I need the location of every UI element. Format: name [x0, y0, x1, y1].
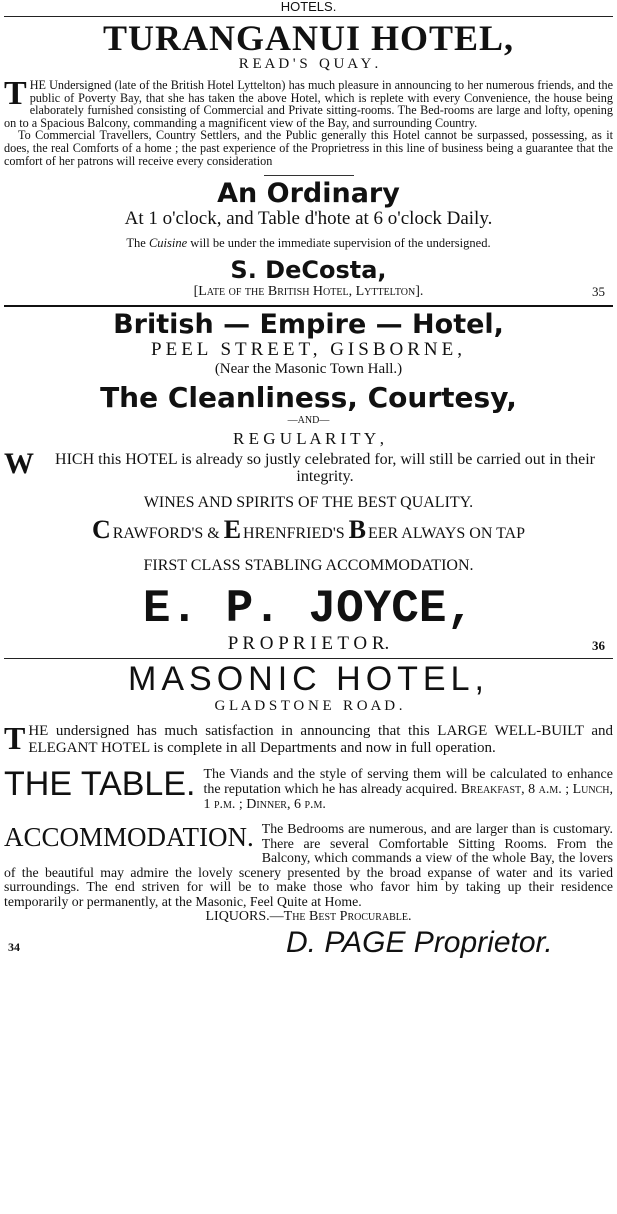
- ad-turanganui-hotel: [4, 20, 613, 303]
- ad2-title: British — Empire — Hotel,: [113, 309, 504, 341]
- ad2-which-drop: W: [4, 447, 34, 481]
- ad2-proprietor-row: [4, 634, 613, 656]
- ad2-stabling: FIRST CLASS STABLING ACCOMMODATION.: [143, 557, 474, 575]
- ad3-meals: Breakfast, 8 a.m. ; Lunch, 1 p.m. ; Dinner, 6 p.m.: [203, 782, 614, 813]
- section-header: HOTELS.: [280, 0, 337, 14]
- ad1-cuisine: The Cuisine will be under the immediate supervision of the undersigned.: [126, 236, 491, 251]
- ad2-regularity: R E G U L A R I T Y ,: [233, 429, 384, 449]
- ad2-proprietor-name: E. P. JOYCE,: [142, 583, 475, 636]
- header-rule: [4, 16, 613, 17]
- ad1-number: 35: [592, 284, 605, 300]
- ad3-number: 34: [8, 940, 20, 955]
- ad1-late-of: [Late of the British Hotel, Lyttelton].: [193, 284, 424, 300]
- ad1-ordinary: An Ordinary: [217, 178, 400, 210]
- ad-british-empire-hotel: [4, 310, 613, 656]
- ad1-paragraph-1: THE Undersigned (late of the British Hotel Lyttelton) has much pleasure in announcing to her numerous friends, and the public of Poverty Bay, that she has taken the above Hotel, which is replete with every Convenience, the house being elaborately furnished consisting of Commercial and Private sitting-rooms. The Bed-rooms are large and lofty, opening on to a Spacious Balcony, commanding a magnificent view of the Bay, and surrounding Country.: [4, 75, 613, 130]
- ad1-paragraph-2: To Commercial Travellers, Country Settlers, and the Public generally this Hotel cannot be surpassed, possessing, as it does, the real Comforts of a home ; the past experience of the Proprietress in this line of business being a guarantee that the comfort of her patrons will receive every consideration: [4, 128, 613, 168]
- ad1-proprietor: S. DeCosta,: [230, 256, 387, 285]
- ad2-wines: WINES AND SPIRITS OF THE BEST QUALITY.: [143, 494, 474, 512]
- ad3-accom-head: ACCOMMODATION.: [4, 822, 254, 853]
- ad3-signature-row: [4, 927, 613, 959]
- ad3-table-text: The Viands and the style of serving them will be calculated to enhance the reputation which he has already acquired.: [203, 767, 613, 798]
- ad3-drop-letter: T: [4, 720, 26, 757]
- ad3-intro: THE undersigned has much satisfaction in announcing that this LARGE WELL-BUILT and ELEGANT HOTEL is complete in all Departments and now in full operation.: [4, 720, 613, 757]
- ad1-ordinary-line: At 1 o'clock, and Table d'hote at 6 o'clock Daily.: [124, 208, 493, 230]
- ad2-proprietor-title: P R O P R I E T O R.: [227, 633, 390, 655]
- ad1-divider: [264, 175, 354, 176]
- ad3-liquors: LIQUORS.—The Best Procurable.: [205, 909, 412, 925]
- ad2-slogan: The Cleanliness, Courtesy,: [100, 381, 517, 415]
- ad1-drop-letter: T: [4, 75, 27, 112]
- ad1-subtitle: R E A D ' S Q U A Y .: [238, 56, 379, 72]
- ad3-table-block: [4, 767, 613, 812]
- ad2-end-rule: [4, 658, 613, 659]
- ad3-title: MASONIC HOTEL,: [128, 660, 489, 699]
- ad2-number: 36: [592, 638, 605, 654]
- ad3-accommodation-block: [4, 822, 613, 909]
- ad3-signature: D. PAGE Proprietor.: [286, 926, 553, 960]
- ad2-which: W HICH this HOTEL is already so justly celebrated for, will still be carried out in their integrity.: [4, 447, 595, 486]
- ad1-end-rule: [4, 305, 613, 307]
- ad-masonic-hotel: [4, 661, 613, 959]
- ad1-late-row: [4, 283, 613, 303]
- ad2-near: (Near the Masonic Town Hall.): [214, 361, 403, 378]
- ad3-table-head: THE TABLE.: [4, 765, 196, 804]
- ad2-address: PEEL STREET, GISBORNE,: [151, 339, 466, 361]
- ad2-beer: CRAWFORD'S & E HRENFRIED'S B EER ALWAYS ON TAP: [91, 515, 526, 545]
- ad2-and: —AND—: [287, 415, 330, 427]
- ad3-accom-text: The Bedrooms are numerous, and are larger than is customary. There are several Comfortable Sitting Rooms. From the Balcony, which commands a view of the whole Bay, the lovers of the beautiful may admire the lovely scenery presented by the broad expanse of water and its varied surroundings. The end striven for will be to make those who favor him by taking up their residence temporarily or permanently, at the Masonic, Feel Quite at Home.: [4, 821, 613, 909]
- ad3-address: G L A D S T O N E R O A D .: [214, 698, 403, 715]
- ad1-title: TURANGANUI HOTEL,: [102, 18, 515, 58]
